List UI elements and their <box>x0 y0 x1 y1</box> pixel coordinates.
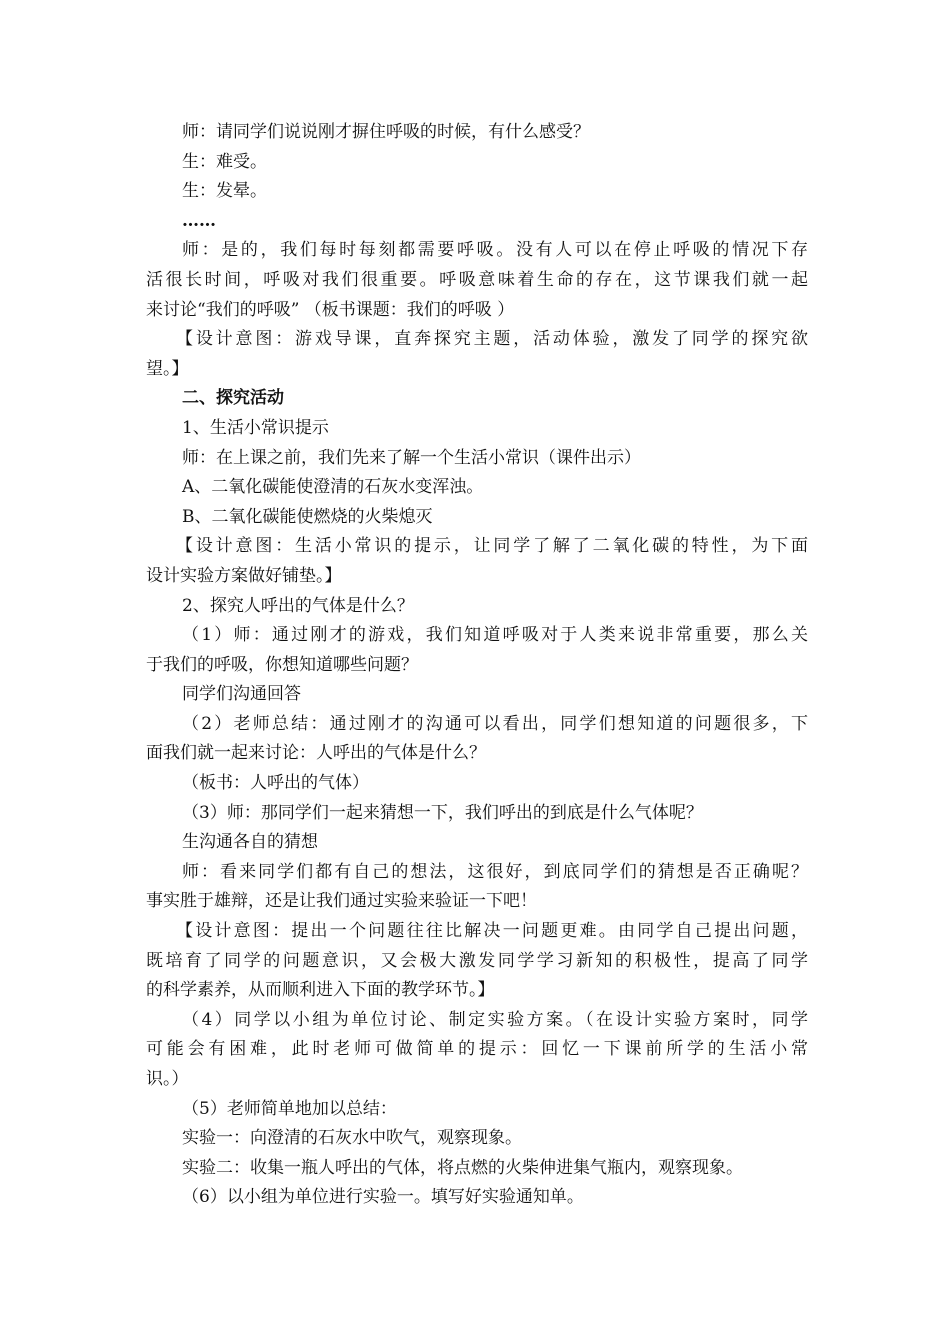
subsection-heading: 2、探究人呼出的气体是什么？ <box>182 595 414 616</box>
paragraph-line: 师：在上课之前，我们先来了解一个生活小常识（课件出示） <box>182 447 641 468</box>
paragraph-line: （6）以小组为单位进行实验一。填写好实验通知单。 <box>182 1187 584 1208</box>
paragraph-line: 同学们沟通回答 <box>182 684 301 705</box>
dialogue-line: 生：难受。 <box>182 151 267 172</box>
paragraph-line: 识。） <box>146 1069 189 1089</box>
design-intent-line: 设计实验方案做好铺垫。】 <box>146 565 342 586</box>
paragraph-line: （5）老师简单地加以总结： <box>182 1098 397 1119</box>
experiment-line: 实验二：收集一瓶人呼出的气体，将点燃的火柴伸进集气瓶内，观察现象。 <box>182 1157 743 1178</box>
paragraph-line: （4）同学以小组为单位讨论、制定实验方案。（在设计实验方案时，同学 <box>182 1009 808 1030</box>
ellipsis-line: …… <box>182 210 216 231</box>
paragraph-line: （1）师：通过刚才的游戏，我们知道呼吸对于人类来说非常重要，那么关 <box>182 625 808 646</box>
design-intent-line: 望。】 <box>146 358 189 379</box>
dialogue-line: 师：请同学们说说刚才摒住呼吸的时候，有什么感受？ <box>182 122 590 142</box>
list-item: A、二氧化碳能使澄清的石灰水变浑浊。 <box>182 477 484 498</box>
paragraph-line: 事实胜于雄辩，还是让我们通过实验来验证一下吧！ <box>146 891 537 912</box>
design-intent-line: 既培育了同学的问题意识，又会极大激发同学学习新知的积极性，提高了同学 <box>146 950 808 971</box>
paragraph-line: （3）师：那同学们一起来猜想一下，我们呼出的到底是什么气体呢？ <box>182 802 703 823</box>
paragraph-line: 来讨论“我们的呼吸” （板书课题：我们的呼吸 ） <box>146 299 515 320</box>
paragraph-line: 生沟通各自的猜想 <box>182 832 318 853</box>
paragraph-line: 可能会有困难，此时老师可做简单的提示：回忆一下课前所学的生活小常 <box>146 1039 808 1060</box>
design-intent-line: 的科学素养，从而顺利进入下面的教学环节。】 <box>146 980 495 1001</box>
paragraph-line: 师：是的，我们每时每刻都需要呼吸。没有人可以在停止呼吸的情况下存 <box>182 240 808 261</box>
paragraph-line: 面我们就一起来讨论：人呼出的气体是什么？ <box>146 743 486 764</box>
subsection-heading: 1、生活小常识提示 <box>182 417 329 438</box>
design-intent-line: 【设计意图：游戏导课，直奔探究主题，活动体验，激发了同学的探究欲 <box>176 329 808 350</box>
design-intent-line: 【设计意图：生活小常识的提示，让同学了解了二氧化碳的特性，为下面 <box>176 536 808 557</box>
paragraph-line: 于我们的呼吸，你想知道哪些问题？ <box>146 654 418 675</box>
experiment-line: 实验一：向澄清的石灰水中吹气，观察现象。 <box>182 1128 522 1149</box>
document-page <box>146 118 808 1213</box>
design-intent-line: 【设计意图：提出一个问题往往比解决一问题更难。由同学自己提出问题， <box>176 921 808 942</box>
paragraph-line: （2）老师总结：通过刚才的沟通可以看出，同学们想知道的问题很多，下 <box>182 713 808 734</box>
paragraph-line: （板书：人呼出的气体） <box>182 773 369 794</box>
paragraph-line: 师：看来同学们都有自己的想法，这很好，到底同学们的猜想是否正确呢？ <box>182 861 808 882</box>
list-item: B、二氧化碳能使燃烧的火柴熄灭 <box>182 506 433 527</box>
dialogue-line: 生：发晕。 <box>182 181 267 202</box>
section-heading: 二、探究活动 <box>182 388 284 409</box>
paragraph-line: 活很长时间，呼吸对我们很重要。呼吸意味着生命的存在，这节课我们就一起 <box>146 269 808 290</box>
